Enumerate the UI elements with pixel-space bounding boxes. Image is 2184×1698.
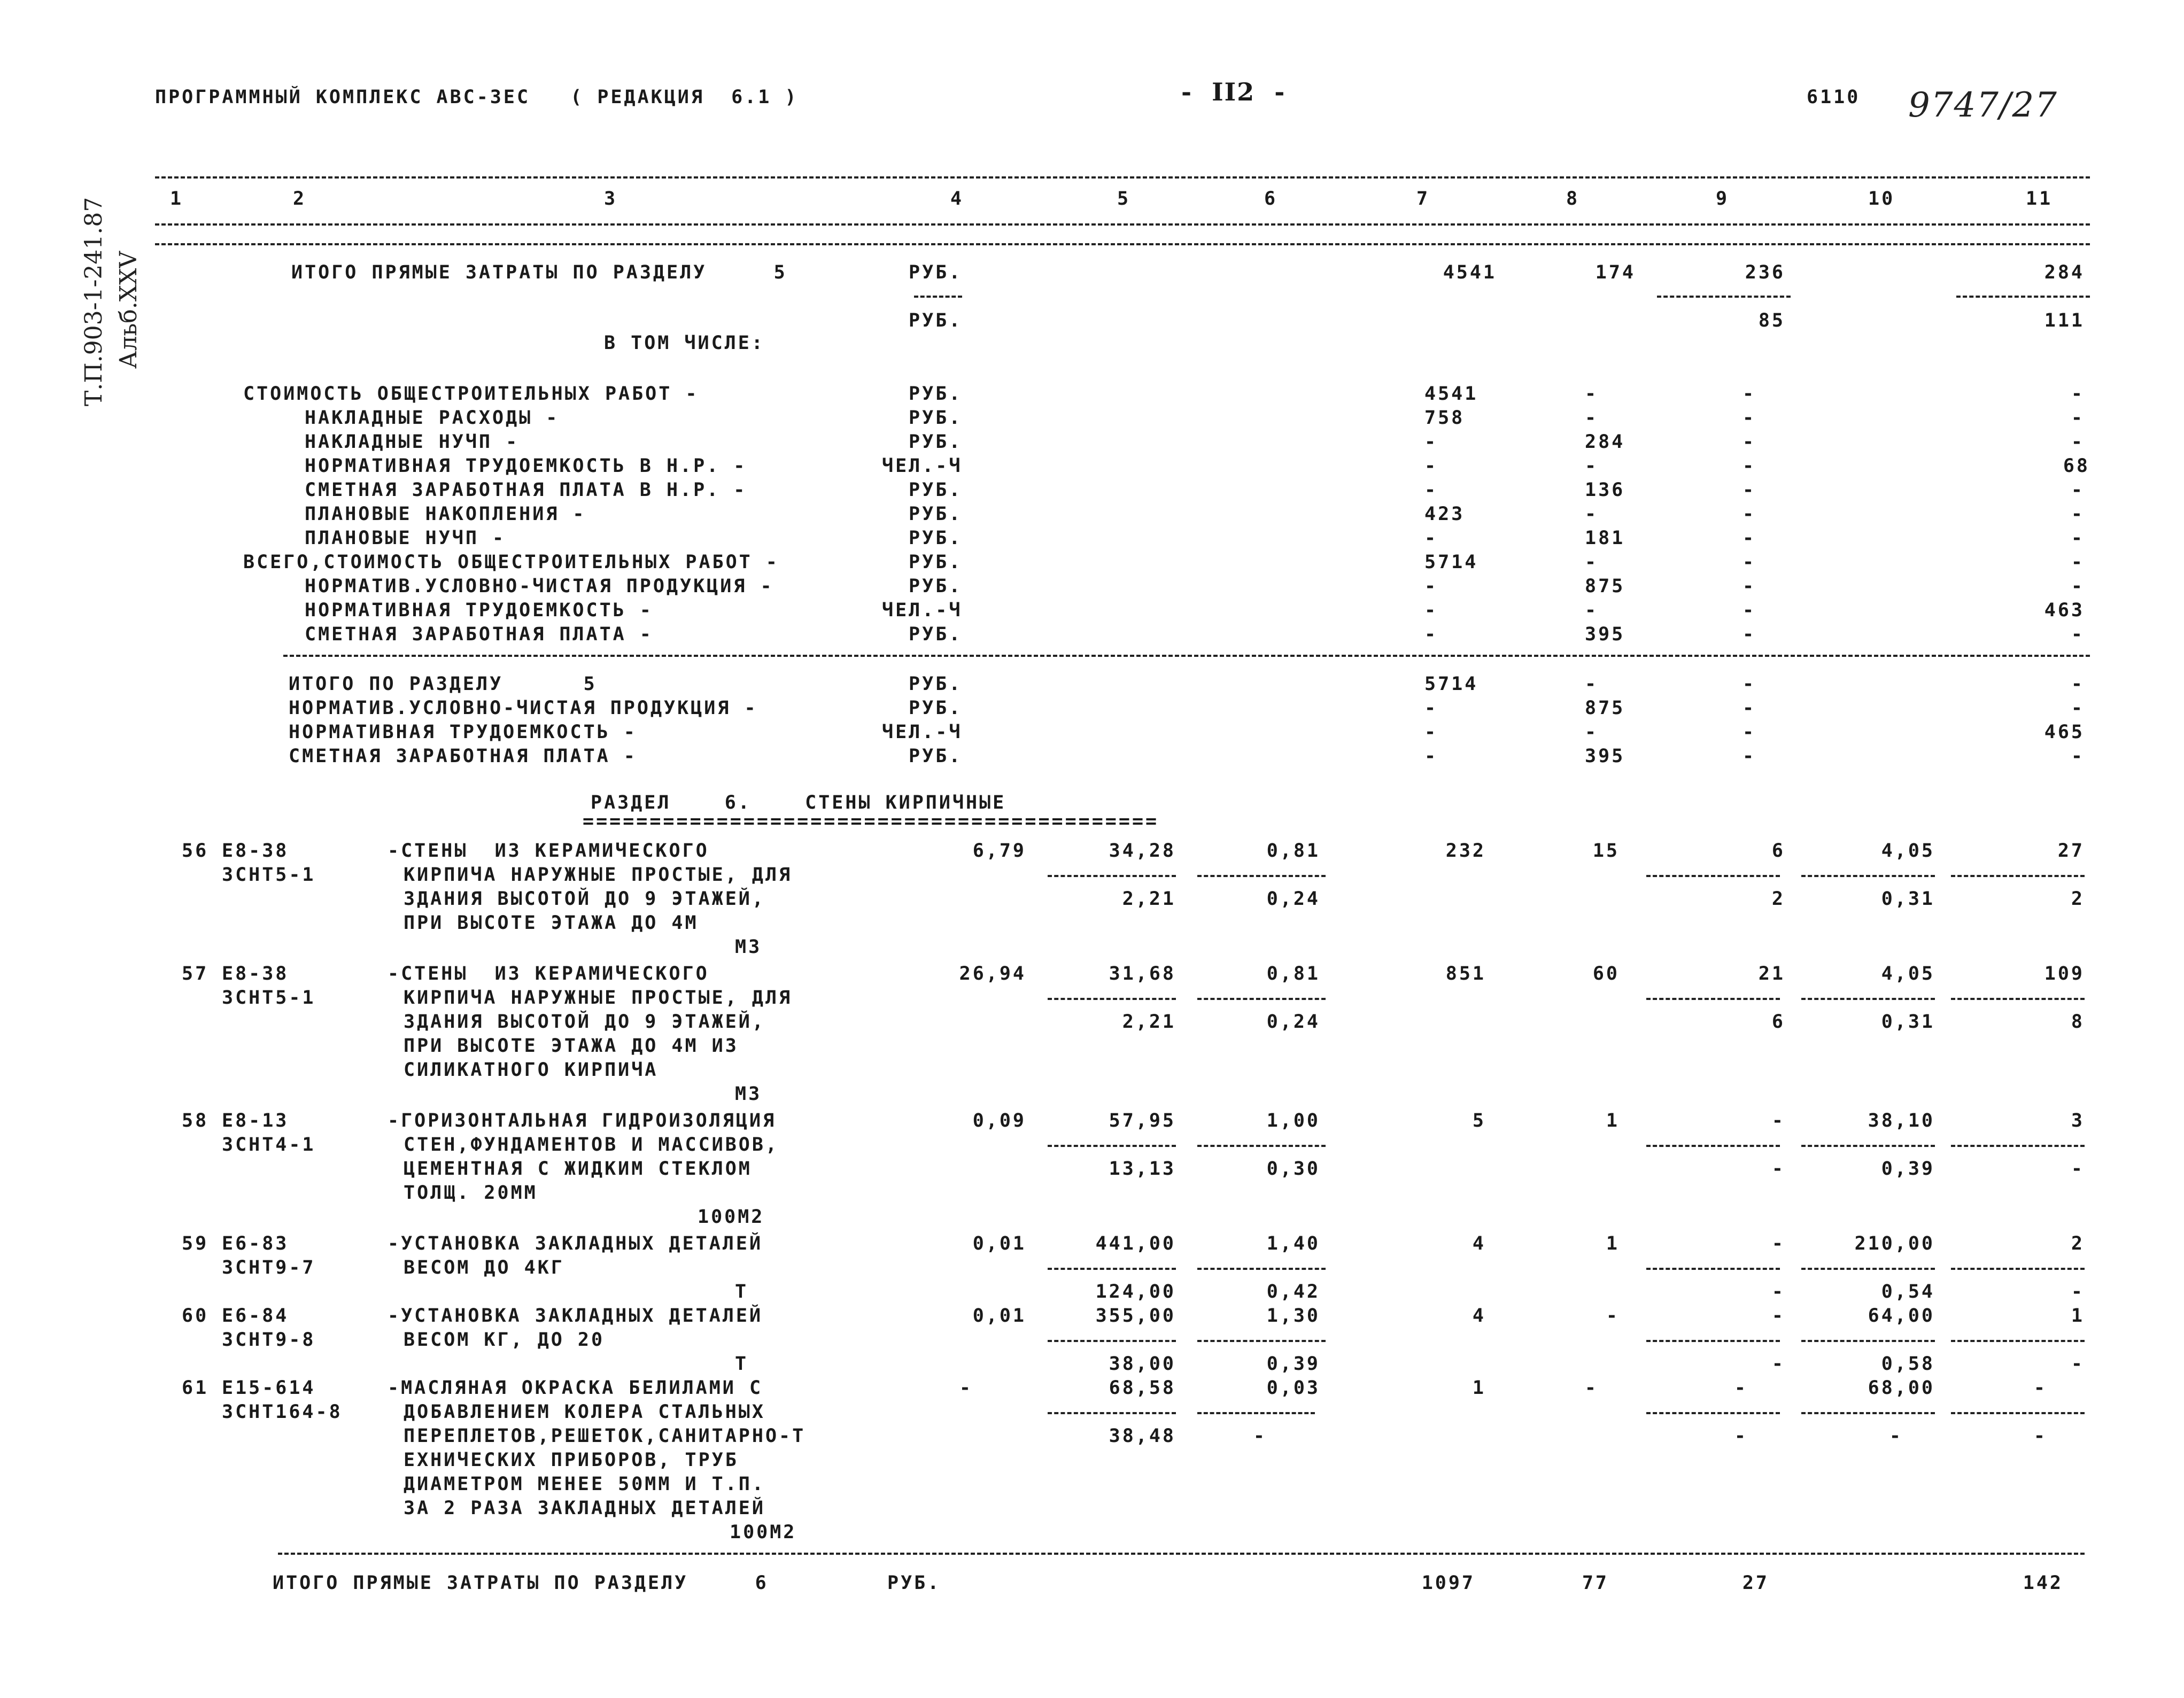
handwritten-number: 9747/27 <box>1908 86 2058 125</box>
c9-separator <box>1646 875 1780 877</box>
item-number: 57 <box>182 963 209 984</box>
item-c11b: - <box>2071 1353 2085 1375</box>
item-unit: 100М2 <box>698 1206 765 1228</box>
item-code: Е6-83 <box>222 1233 289 1254</box>
total-c9: - <box>1742 697 1756 719</box>
c9-separator <box>1646 1145 1780 1147</box>
p6-separator <box>1197 1268 1326 1270</box>
cost-c8: - <box>1585 407 1599 429</box>
c11-separator <box>1951 998 2085 1000</box>
cost-c7: - <box>1424 479 1438 501</box>
item-desc-line: -СТЕНЫ ИЗ КЕРАМИЧЕСКОГО <box>388 840 709 862</box>
header-top-rule <box>155 176 2090 179</box>
section6-title: РАЗДЕЛ 6. СТЕНЫ КИРПИЧНЫЕ <box>591 792 1006 813</box>
item-c10: 38,10 <box>1868 1110 1935 1131</box>
item-code-2: 3СНТ5-1 <box>222 864 316 886</box>
summary5-c8: 174 <box>1595 262 1636 283</box>
unit-separator <box>914 296 962 298</box>
item-price-5b: 124,00 <box>1095 1281 1176 1302</box>
c11-separator <box>1951 1412 2085 1414</box>
item-number: 58 <box>182 1110 209 1131</box>
item-c9: - <box>1734 1377 1748 1399</box>
item-desc-line: -МАСЛЯНАЯ ОКРАСКА БЕЛИЛАМИ С <box>388 1377 763 1399</box>
c9-separator <box>1646 1412 1780 1414</box>
cost-c9: - <box>1742 576 1756 597</box>
c10-separator <box>1801 1145 1935 1147</box>
cost-c11: - <box>2071 431 2085 453</box>
cost-unit: РУБ. <box>909 431 963 453</box>
item-c10b: 0,58 <box>1881 1353 1935 1375</box>
cost-unit: РУБ. <box>909 528 963 549</box>
item-number: 56 <box>182 840 209 862</box>
item-price-6: 0,81 <box>1266 963 1320 984</box>
item-c9: - <box>1771 1110 1785 1131</box>
item-qty: 0,01 <box>972 1233 1026 1254</box>
cost-c11: - <box>2071 528 2085 549</box>
item-desc-line: КИРПИЧА НАРУЖНЫЕ ПРОСТЫЕ, ДЛЯ <box>404 864 793 886</box>
total-c9: - <box>1742 722 1756 743</box>
item-c7: 4 <box>1472 1233 1486 1254</box>
item-price-5: 68,58 <box>1109 1377 1176 1399</box>
item-desc-line: ПЕРЕПЛЕТОВ,РЕШЕТОК,САНИТАРНО-Т <box>404 1425 806 1447</box>
item-price-6: 0,81 <box>1266 840 1320 862</box>
item-price-6: 1,00 <box>1266 1110 1320 1131</box>
c10-separator <box>1801 1412 1935 1414</box>
total-c8: 395 <box>1585 746 1625 767</box>
item-c10: 4,05 <box>1881 963 1935 984</box>
item-unit: М3 <box>735 936 762 958</box>
item-c11b: - <box>2033 1425 2047 1447</box>
item-c7: 4 <box>1472 1305 1486 1327</box>
item-price-6b: 0,39 <box>1266 1353 1320 1375</box>
item-desc-line: -УСТАНОВКА ЗАКЛАДНЫХ ДЕТАЛЕЙ <box>388 1233 763 1254</box>
summary5-c11: 284 <box>2044 262 2085 283</box>
total-c7: - <box>1424 722 1438 743</box>
cost-c9: - <box>1742 528 1756 549</box>
item-desc-line: СТЕН,ФУНДАМЕНТОВ И МАССИВОВ, <box>404 1134 779 1156</box>
cost-label: ПЛАНОВЫЕ НАКОПЛЕНИЯ - <box>305 503 586 525</box>
item-price-6b: 0,30 <box>1266 1158 1320 1180</box>
c10-separator <box>1801 1268 1935 1270</box>
summary5-subtitle: В ТОМ ЧИСЛЕ: <box>604 332 765 354</box>
program-title: ПРОГРАММНЫЙ КОМПЛЕКС АВС-3ЕС ( РЕДАКЦИЯ 6.1 ) <box>155 87 799 108</box>
total-c11: 465 <box>2044 722 2085 743</box>
item-c9b: 6 <box>1771 1011 1785 1033</box>
item-desc-line: ТОЛЩ. 20ММ <box>404 1182 538 1204</box>
item-c11: - <box>2033 1377 2047 1399</box>
total-unit: РУБ. <box>909 673 963 695</box>
item-c11b: - <box>2071 1158 2085 1180</box>
item-price-5: 34,28 <box>1109 840 1176 862</box>
cost-unit: РУБ. <box>909 552 963 573</box>
item-unit: М3 <box>735 1083 762 1105</box>
cost-unit: РУБ. <box>909 479 963 501</box>
col-5: 5 <box>1117 188 1131 210</box>
item-c7: 5 <box>1472 1110 1486 1131</box>
cost-c8: 284 <box>1585 431 1625 453</box>
item-qty: 0,09 <box>972 1110 1026 1131</box>
total-c11: - <box>2071 697 2085 719</box>
cost-c7: - <box>1424 624 1438 645</box>
summary6-c11: 142 <box>2023 1572 2063 1594</box>
item-c10: 64,00 <box>1868 1305 1935 1327</box>
p6-separator <box>1197 1340 1326 1342</box>
cost-c8: - <box>1585 600 1599 621</box>
total-c7: 5714 <box>1424 673 1478 695</box>
item-c11b: 8 <box>2071 1011 2085 1033</box>
item-code-2: 3СНТ9-8 <box>222 1329 316 1351</box>
p6-separator <box>1197 1412 1315 1414</box>
total-c7: - <box>1424 697 1438 719</box>
item-desc-line: КИРПИЧА НАРУЖНЫЕ ПРОСТЫЕ, ДЛЯ <box>404 987 793 1009</box>
item-qty: - <box>959 1377 973 1399</box>
item-price-5: 441,00 <box>1095 1233 1176 1254</box>
item-price-6: 1,40 <box>1266 1233 1320 1254</box>
item-c10b: 0,54 <box>1881 1281 1935 1302</box>
cost-c11: - <box>2071 407 2085 429</box>
p6-separator <box>1197 998 1326 1000</box>
cost-c8: - <box>1585 383 1599 405</box>
totals-rule <box>283 655 2090 657</box>
total-c11: - <box>2071 746 2085 767</box>
item-desc-line: ЗДАНИЯ ВЫСОТОЙ ДО 9 ЭТАЖЕЙ, <box>404 888 765 910</box>
item-code-2: 3СНТ164-8 <box>222 1401 343 1423</box>
cost-c8: 136 <box>1585 479 1625 501</box>
item-c9: - <box>1771 1233 1785 1254</box>
cost-label: ВСЕГО,СТОИМОСТЬ ОБЩЕСТРОИТЕЛЬНЫХ РАБОТ - <box>243 552 779 573</box>
item-code: Е6-84 <box>222 1305 289 1327</box>
cost-c9: - <box>1742 455 1756 477</box>
summary5-c7: 4541 <box>1443 262 1497 283</box>
summary5-c9b: 85 <box>1758 310 1785 331</box>
col-11: 11 <box>2026 188 2053 210</box>
item-code: Е8-38 <box>222 840 289 862</box>
item-c10: 4,05 <box>1881 840 1935 862</box>
cost-c7: 5714 <box>1424 552 1478 573</box>
item-desc-line: ЗА 2 РАЗА ЗАКЛАДНЫХ ДЕТАЛЕЙ <box>404 1498 765 1519</box>
item-c11b: - <box>2071 1281 2085 1302</box>
section6-underline: =========================================== <box>583 811 1159 832</box>
cost-c11: 68 <box>2063 455 2090 477</box>
item-number: 61 <box>182 1377 209 1399</box>
total-label: СМЕТНАЯ ЗАРАБОТНАЯ ПЛАТА - <box>289 746 637 767</box>
item-desc-line: ПРИ ВЫСОТЕ ЭТАЖА ДО 4М <box>404 912 699 934</box>
item-price-5b: 2,21 <box>1122 888 1176 910</box>
summary5-unit: РУБ. <box>909 262 963 283</box>
cost-c8: - <box>1585 503 1599 525</box>
item-c7: 1 <box>1472 1377 1486 1399</box>
cost-c9: - <box>1742 431 1756 453</box>
c11-separator <box>1956 296 2090 298</box>
item-desc-line: ВЕСОМ КГ, ДО 20 <box>404 1329 605 1351</box>
item-number: 60 <box>182 1305 209 1327</box>
cost-unit: РУБ. <box>909 383 963 405</box>
item-unit: 100М2 <box>730 1522 797 1543</box>
total-label: ИТОГО ПО РАЗДЕЛУ 5 <box>289 673 597 695</box>
item-c7: 232 <box>1445 840 1486 862</box>
cost-c7: - <box>1424 455 1438 477</box>
section6-total-rule <box>278 1553 2085 1555</box>
cost-unit: РУБ. <box>909 503 963 525</box>
cost-c11: - <box>2071 552 2085 573</box>
cost-c7: 758 <box>1424 407 1465 429</box>
total-label: НОРМАТИВНАЯ ТРУДОЕМКОСТЬ - <box>289 722 637 743</box>
c10-separator <box>1801 875 1935 877</box>
p5-separator <box>1048 1145 1176 1147</box>
item-c9b: - <box>1771 1158 1785 1180</box>
item-c10b: 0,39 <box>1881 1158 1935 1180</box>
side-stamp-line2: Альб.XXV <box>115 251 142 369</box>
item-desc-line: ЗДАНИЯ ВЫСОТОЙ ДО 9 ЭТАЖЕЙ, <box>404 1011 765 1033</box>
p5-separator <box>1048 1268 1176 1270</box>
summary6-unit: РУБ. <box>887 1572 941 1594</box>
header-bottom-rule-2 <box>155 243 2090 245</box>
item-desc-line: ЦЕМЕНТНАЯ С ЖИДКИМ СТЕКЛОМ <box>404 1158 752 1180</box>
summary5-c11b: 111 <box>2044 310 2085 331</box>
cost-c7: - <box>1424 528 1438 549</box>
p5-separator <box>1048 998 1176 1000</box>
total-c8: - <box>1585 722 1599 743</box>
p6-separator <box>1197 1145 1326 1147</box>
item-price-5: 31,68 <box>1109 963 1176 984</box>
total-unit: РУБ. <box>909 746 963 767</box>
cost-c11: - <box>2071 503 2085 525</box>
cost-c7: - <box>1424 576 1438 597</box>
summary5-unit2: РУБ. <box>909 310 963 331</box>
item-c9b: - <box>1771 1281 1785 1302</box>
cost-unit: РУБ. <box>909 407 963 429</box>
item-desc-line: ВЕСОМ ДО 4КГ <box>404 1257 564 1278</box>
summary6-title: ИТОГО ПРЯМЫЕ ЗАТРАТЫ ПО РАЗДЕЛУ 6 <box>273 1572 769 1594</box>
item-code-2: 3СНТ9-7 <box>222 1257 316 1278</box>
item-code: Е8-38 <box>222 963 289 984</box>
item-price-5b: 13,13 <box>1109 1158 1176 1180</box>
cost-unit: ЧЕЛ.-Ч <box>882 600 963 621</box>
item-unit: Т <box>735 1281 749 1302</box>
item-price-5b: 38,48 <box>1109 1425 1176 1447</box>
cost-c11: 463 <box>2044 600 2085 621</box>
total-c8: 875 <box>1585 697 1625 719</box>
item-c11: 3 <box>2071 1110 2085 1131</box>
item-c9b: 2 <box>1771 888 1785 910</box>
col-6: 6 <box>1264 188 1278 210</box>
item-c10b: 0,31 <box>1881 888 1935 910</box>
c11-separator <box>1951 875 2085 877</box>
item-c10b: 0,31 <box>1881 1011 1935 1033</box>
item-price-5: 355,00 <box>1095 1305 1176 1327</box>
item-c11: 109 <box>2044 963 2085 984</box>
header-bottom-rule <box>155 223 2090 226</box>
item-c9b: - <box>1734 1425 1748 1447</box>
item-qty: 26,94 <box>959 963 1026 984</box>
page-number: - II2 - <box>1181 77 1286 106</box>
cost-c8: 181 <box>1585 528 1625 549</box>
item-price-6b: 0,24 <box>1266 888 1320 910</box>
cost-label: СМЕТНАЯ ЗАРАБОТНАЯ ПЛАТА В Н.Р. - <box>305 479 747 501</box>
item-code: Е15-614 <box>222 1377 316 1399</box>
item-price-5b: 38,00 <box>1109 1353 1176 1375</box>
c9-separator <box>1646 1268 1780 1270</box>
item-c8: 60 <box>1592 963 1620 984</box>
p5-separator <box>1048 1412 1176 1414</box>
col-10: 10 <box>1868 188 1895 210</box>
cost-label: НОРМАТИВНАЯ ТРУДОЕМКОСТЬ В Н.Р. - <box>305 455 747 477</box>
item-price-5b: 2,21 <box>1122 1011 1176 1033</box>
c9-separator <box>1657 296 1791 298</box>
item-c8: - <box>1584 1377 1598 1399</box>
total-unit: ЧЕЛ.-Ч <box>882 722 963 743</box>
cost-c7: - <box>1424 600 1438 621</box>
cost-c8: 875 <box>1585 576 1625 597</box>
item-desc-line: ДИАМЕТРОМ МЕНЕЕ 50ММ И Т.П. <box>404 1474 765 1495</box>
cost-c9: - <box>1742 503 1756 525</box>
cost-c11: - <box>2071 383 2085 405</box>
summary5-c9: 236 <box>1745 262 1785 283</box>
cost-label: НОРМАТИВНАЯ ТРУДОЕМКОСТЬ - <box>305 600 653 621</box>
col-3: 3 <box>604 188 618 210</box>
cost-c9: - <box>1742 624 1756 645</box>
cost-label: ПЛАНОВЫЕ НУЧП - <box>305 528 506 549</box>
cost-label: НОРМАТИВ.УСЛОВНО-ЧИСТАЯ ПРОДУКЦИЯ - <box>305 576 774 597</box>
item-c10b: - <box>1889 1425 1903 1447</box>
item-desc-line: СИЛИКАТНОГО КИРПИЧА <box>404 1059 659 1081</box>
item-c11: 1 <box>2071 1305 2085 1327</box>
col-9: 9 <box>1716 188 1730 210</box>
item-c9: 6 <box>1771 840 1785 862</box>
item-c9: 21 <box>1758 963 1785 984</box>
total-c9: - <box>1742 673 1756 695</box>
item-number: 59 <box>182 1233 209 1254</box>
item-code-2: 3СНТ4-1 <box>222 1134 316 1156</box>
item-c7: 851 <box>1445 963 1486 984</box>
cost-label: НАКЛАДНЫЕ НУЧП - <box>305 431 520 453</box>
item-desc-line: -СТЕНЫ ИЗ КЕРАМИЧЕСКОГО <box>388 963 709 984</box>
cost-unit: РУБ. <box>909 576 963 597</box>
summary5-title: ИТОГО ПРЯМЫЕ ЗАТРАТЫ ПО РАЗДЕЛУ 5 <box>291 262 787 283</box>
item-price-6b: 0,42 <box>1266 1281 1320 1302</box>
cost-c8: - <box>1585 455 1599 477</box>
item-c10: 68,00 <box>1868 1377 1935 1399</box>
item-unit: Т <box>735 1353 749 1375</box>
cost-unit: РУБ. <box>909 624 963 645</box>
cost-c11: - <box>2071 479 2085 501</box>
item-c8: - <box>1606 1305 1620 1327</box>
summary6-c8: 77 <box>1582 1572 1609 1594</box>
c9-separator <box>1646 998 1780 1000</box>
total-c9: - <box>1742 746 1756 767</box>
item-c9b: - <box>1771 1353 1785 1375</box>
cost-c9: - <box>1742 383 1756 405</box>
cost-c7: 423 <box>1424 503 1465 525</box>
item-desc-line: ДОБАВЛЕНИЕМ КОЛЕРА СТАЛЬНЫХ <box>404 1401 765 1423</box>
item-c8: 15 <box>1592 840 1620 862</box>
item-price-5: 57,95 <box>1109 1110 1176 1131</box>
item-c11b: 2 <box>2071 888 2085 910</box>
item-c9: - <box>1771 1305 1785 1327</box>
total-label: НОРМАТИВ.УСЛОВНО-ЧИСТАЯ ПРОДУКЦИЯ - <box>289 697 758 719</box>
cost-label: СМЕТНАЯ ЗАРАБОТНАЯ ПЛАТА - <box>305 624 653 645</box>
item-price-6b: - <box>1253 1425 1267 1447</box>
item-c10: 210,00 <box>1854 1233 1935 1254</box>
total-unit: РУБ. <box>909 697 963 719</box>
item-code-2: 3СНТ5-1 <box>222 987 316 1009</box>
summary6-c9: 27 <box>1742 1572 1769 1594</box>
total-c7: - <box>1424 746 1438 767</box>
cost-c8: 395 <box>1585 624 1625 645</box>
document-code: 6110 <box>1807 87 1861 108</box>
p5-separator <box>1048 875 1176 877</box>
cost-label: СТОИМОСТЬ ОБЩЕСТРОИТЕЛЬНЫХ РАБОТ - <box>243 383 699 405</box>
col-8: 8 <box>1566 188 1580 210</box>
col-7: 7 <box>1416 188 1430 210</box>
c10-separator <box>1801 998 1935 1000</box>
cost-c9: - <box>1742 479 1756 501</box>
cost-c11: - <box>2071 624 2085 645</box>
item-price-6: 1,30 <box>1266 1305 1320 1327</box>
total-c11: - <box>2071 673 2085 695</box>
side-stamp-line1: Т.П.903-1-241.87 <box>80 197 107 406</box>
item-desc-line: ЕХНИЧЕСКИХ ПРИБОРОВ, ТРУБ <box>404 1449 739 1471</box>
c9-separator <box>1646 1340 1780 1342</box>
item-price-6: 0,03 <box>1266 1377 1320 1399</box>
col-1: 1 <box>170 188 184 210</box>
col-4: 4 <box>950 188 964 210</box>
item-qty: 6,79 <box>972 840 1026 862</box>
cost-c9: - <box>1742 600 1756 621</box>
item-c8: 1 <box>1606 1233 1620 1254</box>
item-qty: 0,01 <box>972 1305 1026 1327</box>
cost-c7: - <box>1424 431 1438 453</box>
item-c11: 2 <box>2071 1233 2085 1254</box>
p6-separator <box>1197 875 1326 877</box>
item-code: Е8-13 <box>222 1110 289 1131</box>
summary6-c7: 1097 <box>1421 1572 1475 1594</box>
item-desc-line: -УСТАНОВКА ЗАКЛАДНЫХ ДЕТАЛЕЙ <box>388 1305 763 1327</box>
item-desc-line: -ГОРИЗОНТАЛЬНАЯ ГИДРОИЗОЛЯЦИЯ <box>388 1110 777 1131</box>
cost-c11: - <box>2071 576 2085 597</box>
c11-separator <box>1951 1340 2085 1342</box>
cost-c7: 4541 <box>1424 383 1478 405</box>
c11-separator <box>1951 1145 2085 1147</box>
cost-c9: - <box>1742 552 1756 573</box>
c10-separator <box>1801 1340 1935 1342</box>
total-c8: - <box>1585 673 1599 695</box>
item-desc-line: ПРИ ВЫСОТЕ ЭТАЖА ДО 4М ИЗ <box>404 1035 739 1057</box>
item-c11: 27 <box>2057 840 2085 862</box>
cost-label: НАКЛАДНЫЕ РАСХОДЫ - <box>305 407 560 429</box>
item-c8: 1 <box>1606 1110 1620 1131</box>
cost-unit: ЧЕЛ.-Ч <box>882 455 963 477</box>
item-price-6b: 0,24 <box>1266 1011 1320 1033</box>
cost-c9: - <box>1742 407 1756 429</box>
col-2: 2 <box>293 188 307 210</box>
cost-c8: - <box>1585 552 1599 573</box>
c11-separator <box>1951 1268 2085 1270</box>
p5-separator <box>1048 1340 1176 1342</box>
